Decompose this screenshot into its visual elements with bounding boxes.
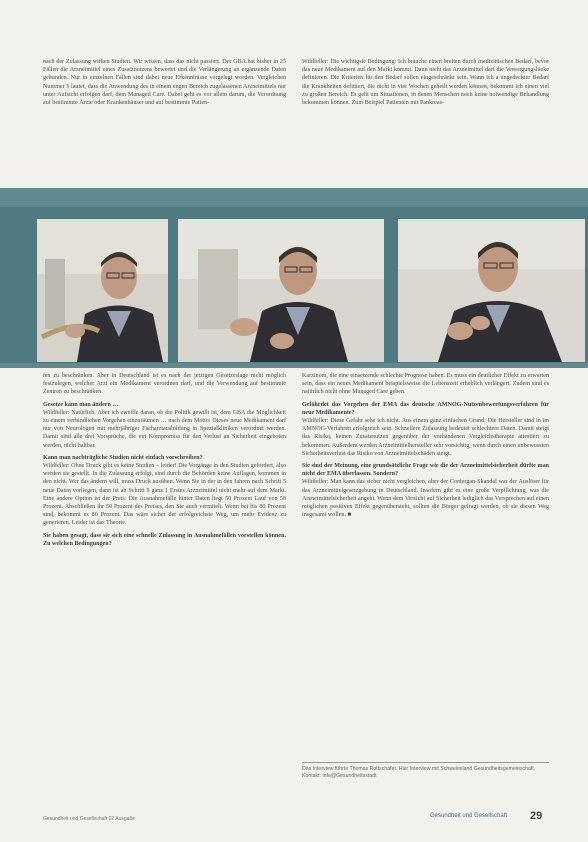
paragraph bbox=[43, 454, 286, 528]
interview-answer: Wildfeller: Man kann das sicher nicht vergleichen, aber der Contergan-Skandal war der Auslöser für das Arzneimittelgesetzgebung in Deutschland. Insofern gibt es eine große Verpflichtung, was die Arzneimittelsicherheit angeht. Wenn dem Verzicht auf Sicherheit lediglich das Versprechen auf einen möglichen positiven Effekt gegenübersteht, sollten die Bürger gefragt werden, ob sie diesen Weg insgesamt wollen. ■ bbox=[302, 479, 549, 519]
interview-answer: Wildfeller: Natürlich. Aber ich zweifle daran, ob die Politik gewillt ist, dem GBA die Möglichkeit zu einem verbindlichen Vorgehen einzuräumen … nach dem Motto: Dieses neue Medikament darf nur von Neurologen mit mehrjähriger Facharztausbildung in Spezialkliniken verordnet werden. Damit sind alle drei Vorsprüche, die ein Kompromiss für den Verlust an Sicherheit eingeboten werden, nicht haltbar. bbox=[43, 409, 286, 449]
paragraph bbox=[302, 462, 549, 519]
paragraph bbox=[43, 532, 286, 548]
portrait-photo-image bbox=[37, 219, 168, 362]
paragraph: Karzinom, die eine einsetzende schlechte Prognose haben. Es muss ein deutlicher Effekt zu erwarten sein, dass ein neues Medikament beispielsweise die Lebenszeit erheblich verlängert. Zudem sind es natürlich nicht ohne Managed Care geben. bbox=[302, 373, 549, 396]
article-column-bottom-right bbox=[302, 372, 549, 523]
footer-section-title: Gesundheit und Gesellschaft bbox=[430, 813, 508, 819]
interview-answer: Wildfeller: Diese Gefahr sehe ich nicht. Aus einem ganz einfachen Grund: Die Hersteller sind in im AMNOG-Verfahren erfolgreich sein. Schnellere Zulassung bedeutet schlechtere Daten. Damit steigt das Risiko, keinen Zusatznutzen gegenüber der vorhandenen Vergleichstherapie attestiert zu bekommen. Außerdem werden Arzneimittelhersteller sehr vorsichtig, wenn durch einen unbewussten Sicherheitsverlust das Risiko von Arzneimittelschäden steigt. bbox=[302, 418, 549, 457]
paragraph bbox=[302, 401, 549, 458]
paragraph bbox=[43, 401, 286, 450]
paragraph: Wildfeller: Die wichtigste Bedingung: Ich brauche einen breiten durch medizinischen Bedarf, bevor das neue Medikament auf den Markt kommt. Dann nicht das Arzneimittel darf die Versorgungslücke definieren. Die Kriterien für den Bedarf sollen eingeschränkt sein. Wann ich a ungedeckter Bedarf die Krankheiten definiert, die nicht in vier Wochen geheilt werden können, bekommt ich einen viel zu großen Bereich. Es geht um Situationen, in denen Menschen noch keine notwendige Behandlung bekommen können. Zum Beispiel Patienten mit Pankreas- bbox=[302, 59, 549, 107]
article-column-top-right bbox=[302, 58, 549, 111]
interview-answer: Wildfeller: Ohne Druck gibt es keine Studien – leider! Die Vorgänge in den Studien gefordert, also werden sie gestellt. In die Zulassung erfolgt, sind durch die Behörden keine Auflagen, kommen in den nicht. Wer das ändern will, muss Druck ausüben. Wenn Sie in der in den Jahren nach Schritt 5 neue Daten vorliegen, dann ist ab Schritt 5 ganz 1 Erstes Arzneimittel nicht mehr auf dem Markt. Eine andere Option ist der Preis. Die Ausnahmefälle hinter Daten liegt 50 Prozent Lauf von 50 Prozent. Abschließen ihr 50 Prozent des Preises, den Sie auch vermitelt. Wenn bei bis 80 Prozent sind, bekommt es 80 Prozent. Das wäre sicher der erfolgreichste Weg, um mehr Evidenz zu generieren. Leider ist das Theorie. bbox=[43, 463, 286, 527]
article-column-top-left bbox=[43, 58, 286, 111]
interview-question: Sie sind der Meinung, eine grundsätzliche Frage wie die der Arzneimittelsicherheit dürfte man nicht der EMA überlassen. Sondern? bbox=[302, 463, 549, 478]
page-number: 29 bbox=[530, 810, 543, 822]
interview-question: Kann man nachträgliche Studien nicht einfach vorschreiben? bbox=[43, 454, 203, 461]
portrait-photo-image bbox=[398, 219, 585, 362]
footer-issue-info: Gesundheit und Gesellschaft 02 Ausgabe bbox=[43, 816, 136, 822]
interview-credit: Das Interview führte Thomas Rottschäfer. Hier Interview mit Schweinsland Gesundheitsgemeinschaft. Kontakt: info@Gesundheitsstadt bbox=[302, 762, 549, 780]
interview-question: Gefährdet das Vorgehen der EMA das deutsche AMNOG-Nutzenbewertungsverfahren für neue Medikamente? bbox=[302, 401, 549, 416]
paragraph: nach der Zulassung wirken Studien. Wir wissen, dass das nicht passiert. Der GBA hat bisher in 25 Fällen die Arzneimittel eines Zusatznutzens bewertet und die Verlängerung an ergänzende Daten gebunden. Nur in einzelnen Fällen sind dabei neue Erkenntnisse vorgelegt worden. Vergleichen Nummer 5 lautet, dass die Anwendung des in einem engen Bereich zugelassenen Arzneimittels nur unter Aufsicht erfolgen darf, dem Managed Care. Dabei geht es vor allem darum, die Verordnung auf bestimmte Ärzte oder Krankenhäuser und auf bestimmte Patien- bbox=[43, 59, 286, 107]
paragraph: ten zu beschränken. Aber in Deutschland ist es nach der jetzigen Gesetzeslage nicht möglich festzulegen, welcher Arzt ein Medikament verordnen darf, und die Verwendung auf bestimmte Zentren zu beschränken. bbox=[43, 373, 286, 396]
interview-question: Gesetze kann man ändern … bbox=[43, 401, 119, 408]
interview-photo-2 bbox=[178, 219, 384, 362]
article-column-bottom-left bbox=[43, 372, 286, 552]
interview-photo-3 bbox=[398, 219, 585, 362]
interview-question: Sie haben gesagt, dass sie sich eine schnelle Zulassung in Ausnahmefällen vorstellen können. Zu welchen Bedingungen? bbox=[43, 532, 286, 547]
portrait-photo-image bbox=[178, 219, 384, 362]
interview-photo-1 bbox=[37, 219, 168, 362]
